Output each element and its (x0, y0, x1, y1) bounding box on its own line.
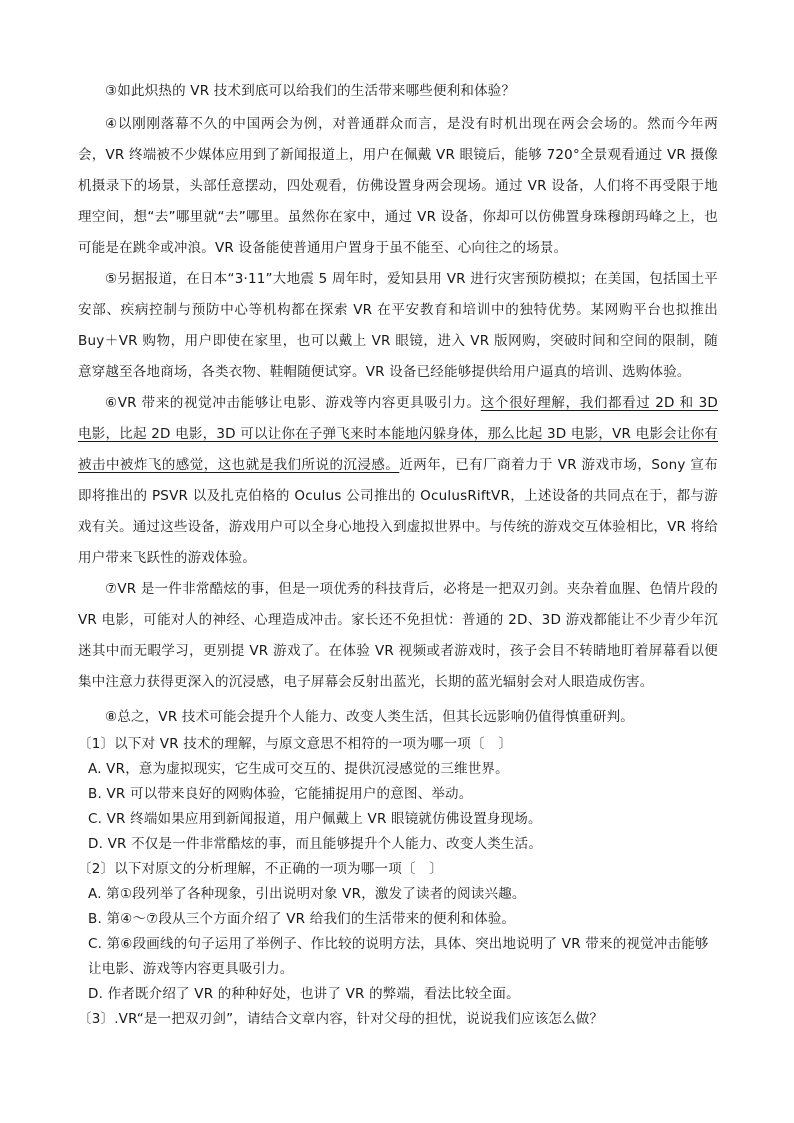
paragraph-3: ③如此炽热的 VR 技术到底可以给我们的生活带来哪些便利和体验？ (105, 83, 516, 99)
question-2-option-b: B. 第④～⑦段从三个方面介绍了 VR 给我们的生活带来的便利和体验。 (88, 911, 516, 927)
paragraph-8: ⑧总之，VR 技术可能会提升个人能力、改变人类生活，但其长远影响仍值得慎重研判。 (105, 709, 635, 725)
paragraph-6-underlined-sentence: 这个很好理解，我们都看过 2D 和 3D 电影，比起 2D 电影，3D 可以让你在子弹飞来时本能地闪躲身体，那么比起 3D 电影，VR 电影会让你有被击中被炸飞的感觉，这也就是我们所说的沉浸感。 (78, 395, 718, 473)
question-2-option-d: D. 作者既介绍了 VR 的种种好处，也讲了 VR 的弊端，看法比较全面。 (88, 986, 520, 1002)
question-2-stem: 〔2〕以下对原文的分析理解，不正确的一项为哪一项〔 〕 (78, 861, 443, 877)
question-1-option-a: A. VR，意为虚拟现实，它生成可交互的、提供沉浸感觉的三维世界。 (88, 761, 509, 777)
question-1-option-c: C. VR 终端如果应用到新闻报道，用户佩戴上 VR 眼镜就仿佛设置身现场。 (88, 811, 542, 827)
paragraph-6-rest: 近两年，已有厂商着力于 VR 游戏市场，Sony 宣布即将推出的 PSVR 以及扎克伯格的 Oculus 公司推出的 OculusRiftVR，上述设备的共同点在于，都与游戏有关。通过这些设备，游戏用户可以全身心地投入到虚拟世界中。与传统的游戏交互体验相比，VR 将给用户带来飞跃性的游戏体验。 (78, 457, 719, 566)
question-1-option-b: B. VR 可以带来良好的网购体验，它能捕捉用户的意图、举动。 (88, 786, 473, 802)
question-2-option-a: A. 第①段列举了各种现象，引出说明对象 VR，激发了读者的阅读兴趣。 (88, 886, 526, 902)
paragraph-7: ⑦VR 是一件非常酷炫的事，但是一项优秀的科技背后，必将是一把双刃剑。夹杂着血腥、色情片段的 VR 电影，可能对人的神经、心理造成冲击。家长还不免担忧：普通的 2D、3D 游戏都能让不少青少年沉迷其中而无暇学习，更别提 VR 游戏了。在体验 VR 视频或者游戏时，孩子会目不转睛地盯着屏幕看以便集中注意力获得更深入的沉浸感，电子屏幕会反射出蓝光，长期的蓝光辐射会对人眼造成伤害。 (78, 581, 718, 690)
question-2-option-c: C. 第⑥段画线的句子运用了举例子、作比较的说明方法，具体、突出地说明了 VR 带来的视觉冲击能够让电影、游戏等内容更具吸引力。 (88, 936, 709, 977)
paragraph-6-intro: ⑥VR 带来的视觉冲击能够让电影、游戏等内容更具吸引力。 (105, 395, 481, 411)
paragraph-5: ⑤另据报道，在日本“3·11”大地震 5 周年时，爱知县用 VR 进行灾害预防模拟；在美国，包括国土平安部、疾病控制与预防中心等机构都在探索 VR 在平安教育和培训中的独特优势。某网购平台也拟推出 Buy＋VR 购物，用户即使在家里，也可以戴上 VR 眼镜，进入 VR 版网购，突破时间和空间的限制，随意穿越至各地商场，各类衣物、鞋帽随便试穿。VR 设备已经能够提供给用户逼真的培训、选购体验。 (78, 271, 718, 380)
paragraph-6 (78, 388, 718, 574)
question-1-option-d: D. VR 不仅是一件非常酷炫的事，而且能够提升个人能力、改变人类生活。 (88, 836, 543, 852)
paragraph-4: ④以刚刚落幕不久的中国两会为例，对普通群众而言，是没有时机出现在两会会场的。然而今年两会，VR 终端被不少媒体应用到了新闻报道上，用户在佩戴 VR 眼镜后，能够 720°全景观看通过 VR 摄像机摄录下的场景，头部任意摆动，四处观看，仿佛设置身两会现场。通过 VR 设备，人们将不再受限于地理空间，想“去”哪里就“去”哪里。虽然你在家中，通过 VR 设备，你却可以仿佛置身珠穆朗玛峰之上，也可能是在跳伞或冲浪。VR 设备能使普通用户置身于虽不能至、心向往之的场景。 (78, 116, 718, 256)
question-3-stem: 〔3〕.VR“是一把双刃剑”，请结合文章内容，针对父母的担忧，说说我们应该怎么做？ (78, 1011, 604, 1027)
question-1-stem: 〔1〕以下对 VR 技术的理解，与原文意思不相符的一项为哪一项〔 〕 (78, 736, 513, 752)
